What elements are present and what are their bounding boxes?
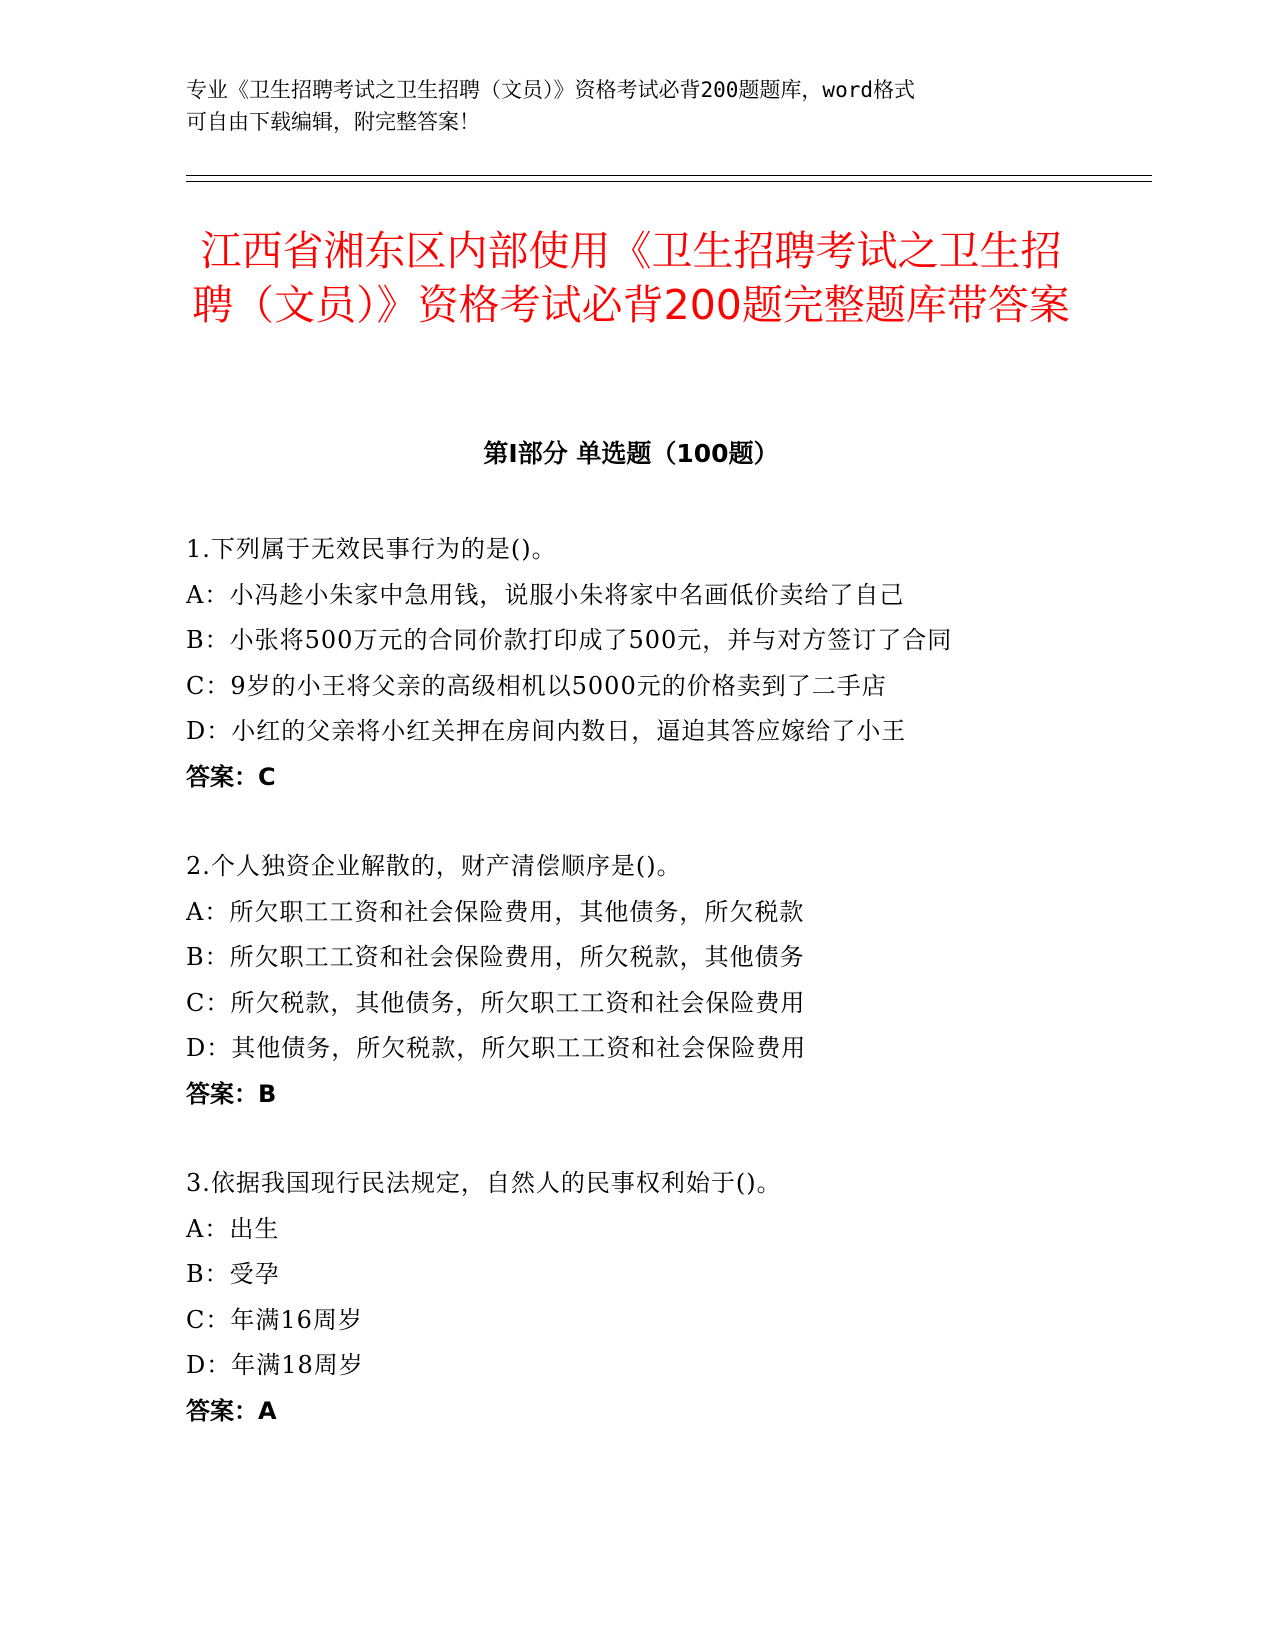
- option-c: C：9岁的小王将父亲的高级相机以5000元的价格卖到了二手店: [186, 671, 887, 700]
- option-d: D：年满18周岁: [186, 1351, 364, 1379]
- option-b: B：小张将500万元的合同价款打印成了500元，并与对方签订了合同: [186, 626, 953, 654]
- option-d: D：其他债务，所欠税款，所欠职工工资和社会保险费用: [186, 1034, 807, 1062]
- header-note-line-1: 专业《卫生招聘考试之卫生招聘（文员）》资格考试必背200题题库，word格式: [186, 78, 915, 102]
- question-2: [186, 844, 1146, 1117]
- option-b: B：受孕: [186, 1260, 280, 1288]
- header-note: [186, 74, 1086, 138]
- answer: 答案：B: [186, 1079, 277, 1108]
- question-3: [186, 1161, 1146, 1434]
- section-heading: 第I部分 单选题（100题）: [483, 439, 779, 468]
- question-stem: 3.依据我国现行民法规定，自然人的民事权利始于()。: [186, 1169, 782, 1197]
- header-divider-bottom: [186, 181, 1152, 182]
- header-divider-top: [186, 175, 1152, 176]
- question-1: [186, 527, 1146, 800]
- document-title: 江西省湘东区内部使用《卫生招聘考试之卫生招聘（文员）》资格考试必背200题完整题库带答案: [192, 227, 1070, 329]
- answer: 答案：A: [186, 1396, 277, 1425]
- answer: 答案：C: [186, 762, 276, 791]
- question-list: [186, 527, 1146, 1478]
- option-a: A：出生: [186, 1214, 280, 1243]
- question-stem: 2.个人独资企业解散的，财产清偿顺序是()。: [186, 852, 682, 880]
- option-a: A：所欠职工工资和社会保险费用，其他债务，所欠税款: [186, 897, 805, 926]
- option-c: C：所欠税款，其他债务，所欠职工工资和社会保险费用: [186, 988, 806, 1017]
- header-note-line-2: 可自由下载编辑，附完整答案！: [186, 110, 480, 134]
- option-c: C：年满16周岁: [186, 1305, 363, 1334]
- option-b: B：所欠职工工资和社会保险费用，所欠税款，其他债务: [186, 943, 805, 971]
- question-stem: 1.下列属于无效民事行为的是()。: [186, 535, 557, 563]
- option-d: D：小红的父亲将小红关押在房间内数日，逼迫其答应嫁给了小王: [186, 717, 907, 745]
- option-a: A：小冯趁小朱家中急用钱，说服小朱将家中名画低价卖给了自己: [186, 580, 905, 609]
